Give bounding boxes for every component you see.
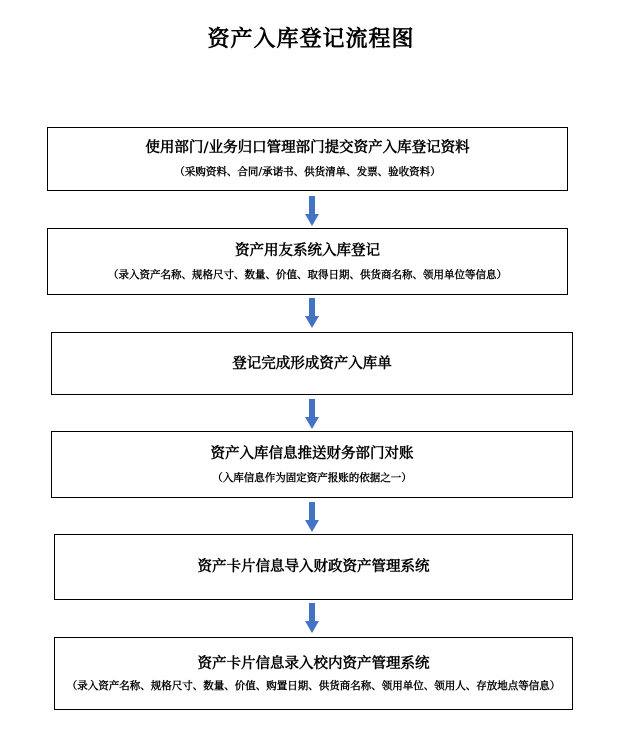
down-arrow-icon bbox=[305, 399, 319, 429]
step-6-detail: （录入资产名称、规格尺寸、数量、价值、购置日期、供货商名称、领用单位、领用人、存放地点等信息） bbox=[66, 679, 561, 692]
down-arrow-icon bbox=[305, 603, 319, 633]
step-2-detail: （录入资产名称、规格尺寸、数量、价值、取得日期、供货商名称、领用单位等信息） bbox=[108, 268, 507, 281]
step-3-box bbox=[51, 332, 573, 395]
down-arrow-icon bbox=[305, 196, 319, 226]
step-3-title: 登记完成形成资产入库单 bbox=[232, 355, 392, 372]
step-2-box bbox=[47, 228, 568, 295]
down-arrow-icon bbox=[305, 298, 319, 328]
step-4-box bbox=[51, 431, 573, 498]
step-1-detail: （采购资料、合同/承诺书、供货清单、发票、验收资料） bbox=[174, 166, 441, 178]
step-5-title: 资产卡片信息导入财政资产管理系统 bbox=[197, 559, 430, 575]
down-arrow-icon bbox=[305, 502, 319, 532]
page-title: 资产入库登记流程图 bbox=[207, 27, 415, 52]
step-2-title: 资产用友系统入库登记 bbox=[235, 242, 380, 259]
step-6-box bbox=[54, 637, 573, 710]
step-1-box bbox=[47, 127, 568, 191]
step-5-box bbox=[54, 534, 573, 600]
step-6-title: 资产卡片信息录入校内资产管理系统 bbox=[197, 655, 430, 672]
step-1-title: 使用部门/业务归口管理部门提交资产入库登记资料 bbox=[145, 140, 470, 156]
step-4-title: 资产入库信息推送财务部门对账 bbox=[210, 445, 414, 462]
step-4-detail: （入库信息作为固定资产报账的依据之一） bbox=[212, 471, 412, 484]
